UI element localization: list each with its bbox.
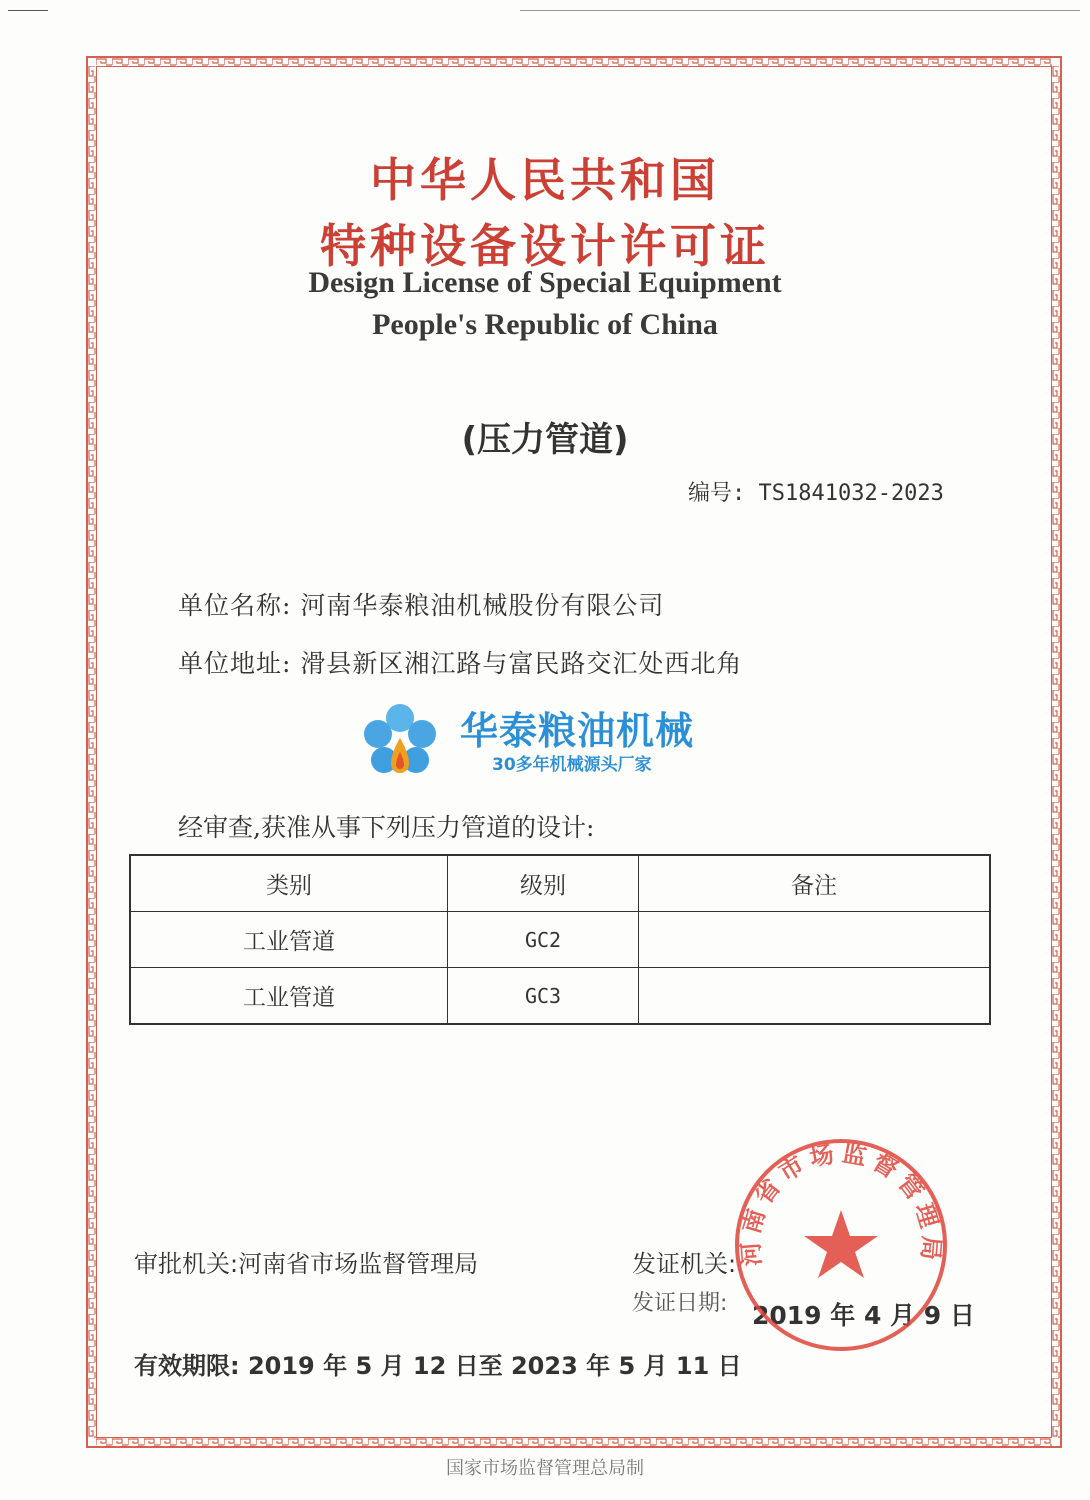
brand-name: 华泰粮油机械 [460,709,695,753]
footer-issuer: 国家市场监督管理总局制 [446,1458,644,1479]
row-note [639,912,991,968]
brand-slogan: 30多年机械源头厂家 [492,755,652,775]
fret-border-bottom [96,1438,1052,1446]
approval-statement: 经审查,获准从事下列压力管道的设计: [178,813,595,842]
issuing-authority: 发证机关: [632,1250,737,1278]
title-en-line1: Design License of Special Equipment [308,266,782,299]
title-cn-line1: 中华人民共和国 [370,153,720,207]
row-note [639,968,991,1025]
approval-authority: 审批机关:河南省市场监督管理局 [134,1250,479,1278]
title-cn-line2: 特种设备设计许可证 [320,219,770,273]
seal-text: 河南省市场监督管理局 [736,1139,946,1268]
header-note: 备注 [639,855,991,912]
header-grade: 级别 [448,855,639,912]
row-type: 工业管道 [130,912,448,968]
fret-border-top [96,58,1052,66]
unit-name: 单位名称: 河南华泰粮油机械股份有限公司 [178,591,665,620]
row-grade: GC2 [448,912,639,968]
license-scope-table [129,854,991,1025]
license-number: 编号: TS1841032-2023 [688,481,944,506]
validity-period: 有效期限: 2019 年 5 月 12 日至 2023 年 5 月 11 日 [134,1352,742,1380]
title-en-line2: People's Republic of China [372,308,718,341]
scan-edge-line [8,10,48,11]
brand-flower-logo-icon [360,702,440,782]
table-row [130,968,990,1025]
official-seal-stamp [732,1136,950,1354]
row-type: 工业管道 [130,968,448,1025]
table-row [130,912,990,968]
issue-date-label: 发证日期: [632,1291,728,1316]
brand-watermark [360,700,740,790]
row-grade: GC3 [448,968,639,1025]
unit-address: 单位地址: 滑县新区湘江路与富民路交汇处西北角 [178,649,743,678]
license-category: (压力管道) [461,420,629,460]
issue-date: 2019 年 4 月 9 日 [752,1301,975,1330]
header-type: 类别 [130,855,448,912]
table-header-row [130,855,990,912]
scan-edge-line-right [520,10,1080,11]
seal-star-icon [804,1210,878,1278]
